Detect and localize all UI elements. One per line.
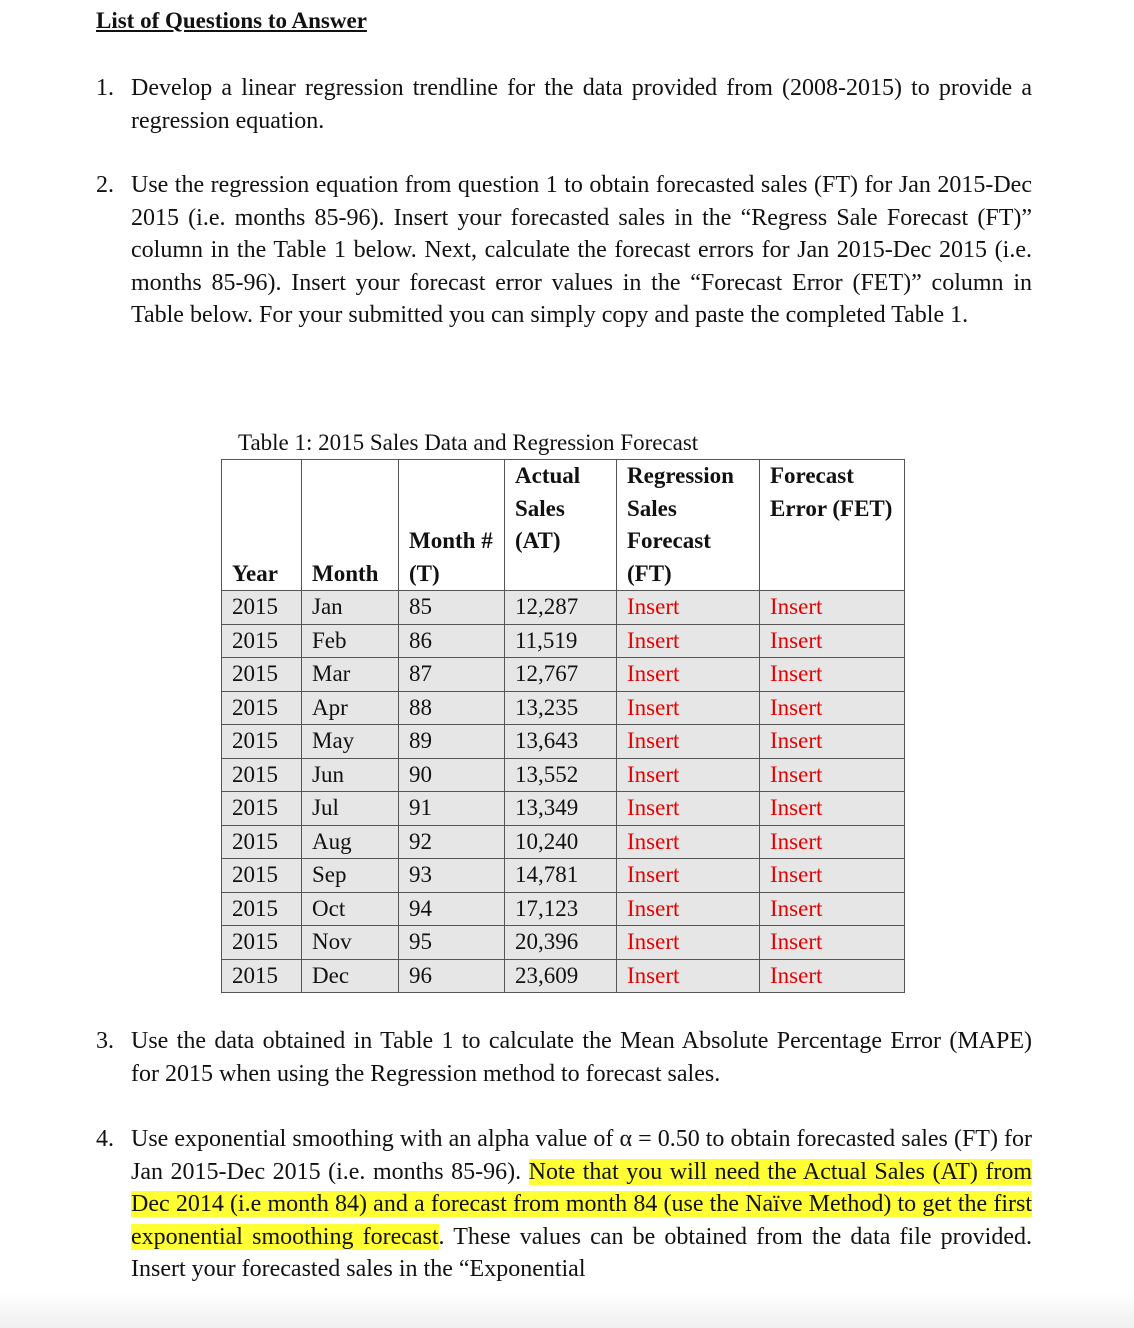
cell-actual-sales: 20,396 [505,926,617,960]
sales-table [221,459,905,993]
cell-forecast-error: Insert [760,792,905,826]
cell-actual-sales: 14,781 [505,859,617,893]
cell-month: Aug [302,825,399,859]
cell-regression-forecast: Insert [617,725,760,759]
cell-month-number: 93 [399,859,505,893]
cell-actual-sales: 17,123 [505,892,617,926]
cell-month-number: 86 [399,624,505,658]
table-row [222,758,905,792]
cell-actual-sales: 10,240 [505,825,617,859]
cell-regression-forecast: Insert [617,624,760,658]
cell-month: Jul [302,792,399,826]
cell-forecast-error: Insert [760,926,905,960]
cell-month-number: 87 [399,658,505,692]
cell-month: Apr [302,691,399,725]
table-row [222,959,905,993]
table-body [222,591,905,993]
cell-forecast-error: Insert [760,959,905,993]
question-number: 3. [96,1028,114,1054]
cell-regression-forecast: Insert [617,792,760,826]
cell-year: 2015 [222,959,302,993]
header-year: Year [222,460,302,591]
cell-forecast-error: Insert [760,892,905,926]
table-row [222,859,905,893]
question-1 [96,72,1032,137]
cell-month: May [302,725,399,759]
cell-actual-sales: 12,767 [505,658,617,692]
header-month: Month [302,460,399,591]
cell-month: Jan [302,591,399,625]
cell-year: 2015 [222,725,302,759]
cell-month-number: 85 [399,591,505,625]
header-month-number: Month # (T) [399,460,505,591]
cell-forecast-error: Insert [760,725,905,759]
cell-regression-forecast: Insert [617,959,760,993]
cell-regression-forecast: Insert [617,658,760,692]
cell-actual-sales: 13,643 [505,725,617,759]
cell-regression-forecast: Insert [617,825,760,859]
header-regression-forecast: Regression Sales Forecast (FT) [617,460,760,591]
cell-regression-forecast: Insert [617,859,760,893]
cell-forecast-error: Insert [760,825,905,859]
table-row [222,691,905,725]
cell-regression-forecast: Insert [617,758,760,792]
cell-month-number: 95 [399,926,505,960]
header-actual-sales: Actual Sales (AT) [505,460,617,591]
cell-forecast-error: Insert [760,859,905,893]
table-row [222,892,905,926]
table-row [222,725,905,759]
cell-year: 2015 [222,591,302,625]
cell-month: Sep [302,859,399,893]
cell-regression-forecast: Insert [617,926,760,960]
cell-year: 2015 [222,926,302,960]
table-row [222,591,905,625]
cell-month-number: 88 [399,691,505,725]
page-heading: List of Questions to Answer [96,8,367,33]
table-row [222,792,905,826]
cell-actual-sales: 11,519 [505,624,617,658]
cell-year: 2015 [222,691,302,725]
question-3 [96,1025,1032,1090]
question-number: 2. [96,172,114,198]
table-row [222,825,905,859]
highlighted-note: Note that you will need the Actual Sales (AT) from Dec 2014 (i.e month 84) and a forecast from month 84 (use the Naïve Method) to get the first exponential smoothing forecast [131,1158,1032,1250]
cell-month-number: 92 [399,825,505,859]
cell-forecast-error: Insert [760,691,905,725]
cell-year: 2015 [222,624,302,658]
cell-regression-forecast: Insert [617,691,760,725]
header-forecast-error: Forecast Error (FET) [760,460,905,591]
question-4 [96,1123,1032,1286]
cell-month: Dec [302,959,399,993]
table-header-row [222,460,905,591]
question-number: 1. [96,75,114,101]
cell-actual-sales: 13,349 [505,792,617,826]
cell-month: Nov [302,926,399,960]
cell-month-number: 91 [399,792,505,826]
page-bottom-shadow [0,1290,1134,1328]
cell-forecast-error: Insert [760,624,905,658]
cell-month-number: 90 [399,758,505,792]
cell-regression-forecast: Insert [617,892,760,926]
table-caption: Table 1: 2015 Sales Data and Regression Forecast [238,430,699,455]
cell-month: Jun [302,758,399,792]
cell-year: 2015 [222,658,302,692]
table-row [222,658,905,692]
cell-forecast-error: Insert [760,591,905,625]
question-text: Use the regression equation from question 1 to obtain forecasted sales (FT) for Jan 2015-Dec 2015 (i.e. months 85-96). Insert your forecasted sales in the “Regress Sale Forecast (FT)” column in the Table 1 below. Next, calculate the forecast errors for Jan 2015-Dec 2015 (i.e. months 85-96). Insert your forecast error values in the “Forecast Error (FET)” column in Table below. For your submitted you can simply copy and paste the completed Table 1. [131,172,1032,328]
question-text [131,1123,1032,1286]
question-text-part: . These values can be obtained from the data file provided. Insert your forecasted sales in the “Exponential [131,1223,1032,1282]
question-text: Use the data obtained in Table 1 to calculate the Mean Absolute Percentage Error (MAPE) for 2015 when using the Regression method to forecast sales. [131,1028,1032,1087]
cell-month-number: 89 [399,725,505,759]
question-number: 4. [96,1126,114,1152]
cell-actual-sales: 13,552 [505,758,617,792]
cell-month-number: 94 [399,892,505,926]
cell-year: 2015 [222,859,302,893]
cell-actual-sales: 12,287 [505,591,617,625]
cell-actual-sales: 13,235 [505,691,617,725]
table-row [222,926,905,960]
cell-month: Feb [302,624,399,658]
cell-month: Oct [302,892,399,926]
table-row [222,624,905,658]
question-text: Develop a linear regression trendline for the data provided from (2008-2015) to provide a regression equation. [131,75,1032,134]
cell-year: 2015 [222,792,302,826]
cell-regression-forecast: Insert [617,591,760,625]
cell-actual-sales: 23,609 [505,959,617,993]
question-2 [96,169,1032,332]
cell-month: Mar [302,658,399,692]
cell-year: 2015 [222,825,302,859]
cell-forecast-error: Insert [760,658,905,692]
cell-month-number: 96 [399,959,505,993]
cell-forecast-error: Insert [760,758,905,792]
cell-year: 2015 [222,892,302,926]
cell-year: 2015 [222,758,302,792]
question-text-part: Use exponential smoothing with an alpha value of α = 0.50 to obtain forecasted sales (FT) for Jan 2015-Dec 2015 (i.e. months 85-96). [131,1126,1032,1185]
